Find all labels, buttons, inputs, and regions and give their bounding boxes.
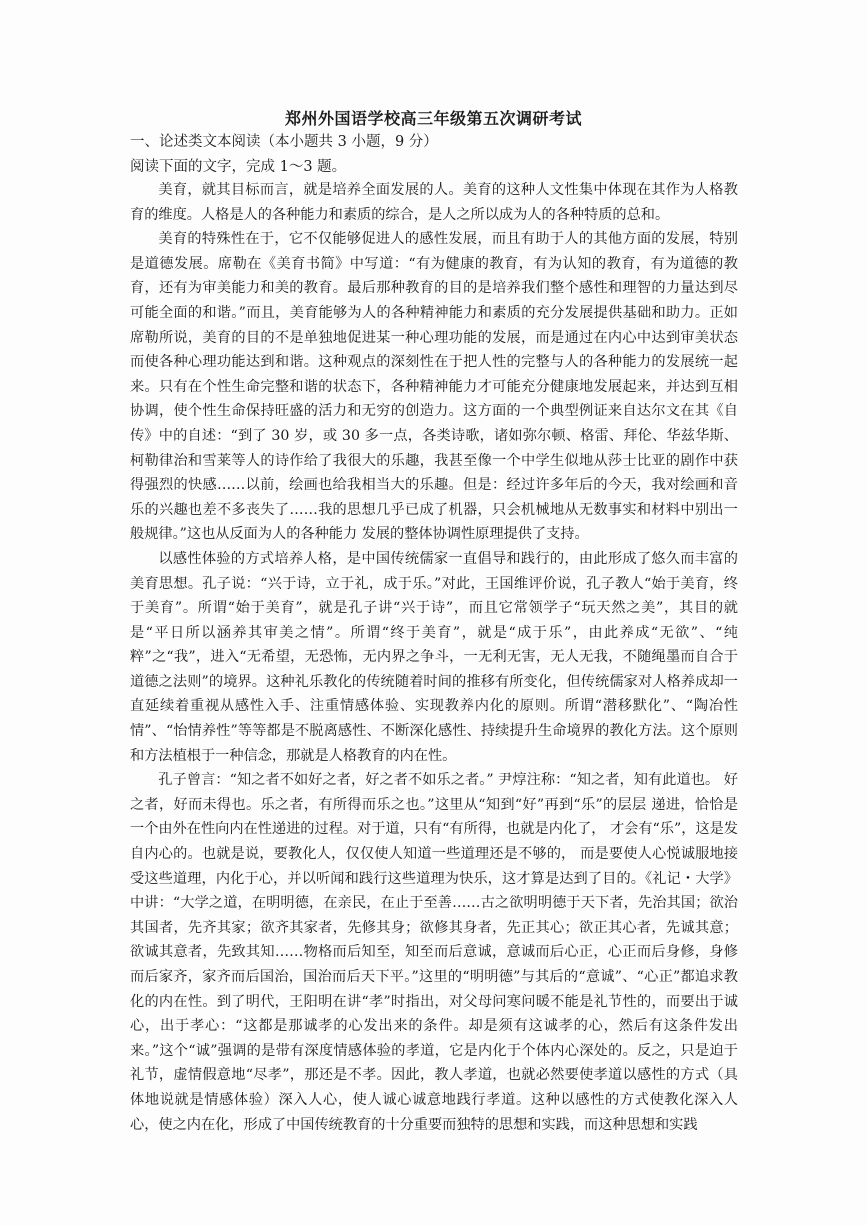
passage-paragraph-4: 孔子曾言：“知之者不如好之者，好之者不如乐之者。” 尹焞注称：“知之者，知有此道也。 好之者，好而未得也。乐之者，有所得而乐之也。”这里从“知到“好”再到“乐”的层层 递进，恰恰是一个由外在性向内在性递进的过程。对于道，只有“有所得，也就是内化了， 才会有“乐”，这是发自内心的。也就是说，要教化人，仅仅使人知道一些道理还是不够的， 而是要使人心悦诚服地接受这些道理，内化于心，并以听闻和践行这些道理为快乐，这才算是达到了目的。《礼记・大学》中讲：“大学之道，在明明德，在亲民，在止于至善……古之欲明明德于天下者，先治其国；欲治其国者，先齐其家；欲齐其家者，先修其身；欲修其身者，先正其心；欲正其心者，先诚其意；欲诚其意者，先致其知……物格而后知至，知至而后意诚，意诚而后心正，心正而后身修，身修而后家齐，家齐而后国治，国治而后天下平。”这里的“明明德”与其后的“意诚”、“心正”都追求教化的内在性。到了明代，王阳明在讲“孝”时指出，对父母问寒问暖不能是礼节性的，而要出于诚心，出于孝心：“这都是那诚孝的心发出来的条件。却是须有这诚孝的心，然后有这条件发出来。”这个“诚”强调的是带有深度情感体验的孝道，它是内化于个体内心深处的。反之，只是迫于礼节，虚情假意地“尽孝”，那还是不孝。因此，教人孝道，也就必然要使孝道以感性的方式（具体地说就是情感体验）深入人心，使人诚心诚意地践行孝道。这种以感性的方式使教化深入人心，使之内在化，形成了中国传统教育的十分重要而独特的思想和实践，而这种思想和实践 — [130, 772, 738, 1133]
passage-paragraph-1: 美育，就其目标而言，就是培养全面发展的人。美育的这种人文性集中体现在其作为人格教育的维度。人格是人的各种能力和素质的综合，是人之所以成为人的各种特质的总和。 — [130, 182, 738, 223]
passage-paragraph-3: 以感性体验的方式培养人格，是中国传统儒家一直倡导和践行的，由此形成了悠久而丰富的美育思想。孔子说：“兴于诗，立于礼，成于乐。”对此，王国维评价说，孔子教人“始于美育，终于美育”。所谓“始于美育”，就是孔子讲“兴于诗”，而且它常领学子“玩天然之美”，其目的就是“平日所以涵养其审美之情”。所谓“终于美育”，就是“成于乐”，由此养成“无欲”、“纯粹”之“我”，进入“无希望，无恐怖，无内界之争斗，一无利无害，无人无我，不随绳墨而自合于道德之法则”的境界。这种礼乐教化的传统随着时间的推移有所变化，但传统儒家对人格养成却一直延续着重视从感性入手、注重情感体验、实现教养内化的原则。所谓“潜移默化”、“陶冶性情”、“怡情养性”等等都是不脱离感性、不断深化感性、持续提升生命境界的教化方法。这个原则和方法植根于一种信念，那就是人格教育的内在性。 — [130, 550, 738, 764]
section-heading: 一、论述类文本阅读（本小题共 3 小题，9 分） — [130, 134, 438, 150]
exam-title: 郑州外国语学校高三年级第五次调研考试 — [284, 109, 582, 128]
reading-instruction: 阅读下面的文字，完成 1～3 题。 — [130, 159, 347, 175]
passage-paragraph-2: 美育的特殊性在于，它不仅能够促进人的感性发展，而且有助于人的其他方面的发展，特别是道德发展。席勒在《美育书简》中写道：“有为健康的教育，有为认知的教育，有为道德的教育，还有为审美能力和美的教育。最后那种教育的目的是培养我们整个感性和理智的力量达到尽可能全面的和谐。”而且，美育能够为人的各种精神能力和素质的充分发展提供基础和助力。正如席勒所说，美育的目的不是单独地促进某一种心理功能的发展，而是通过在内心中达到审美状态而使各种心理功能达到和谐。这种观点的深刻性在于把人性的完整与人的各种能力的发展统一起来。只有在个性生命完整和谐的状态下，各种精神能力才可能充分健康地发展起来，并达到互相协调，使个性生命保持旺盛的活力和无穷的创造力。这方面的一个典型例证来自达尔文在其《自传》中的自述：“到了 30 岁，或 30 多一点，各类诗歌，诸如弥尔顿、格雷、拜伦、华兹华斯、柯勒律治和雪莱等人的诗作给了我很大的乐趣，我甚至像一个中学生似地从莎士比亚的剧作中获得强烈的快感……以前，绘画也给我相当大的乐趣。但是：经过许多年后的今天，我对绘画和音乐的兴趣也差不多丧失了……我的思想几乎已成了机器，只会机械地从无数事实和材料中别出一般规律。”这也从反面为人的各种能力 发展的整体协调性原理提供了支持。 — [130, 231, 738, 543]
passage-body — [130, 178, 738, 1137]
